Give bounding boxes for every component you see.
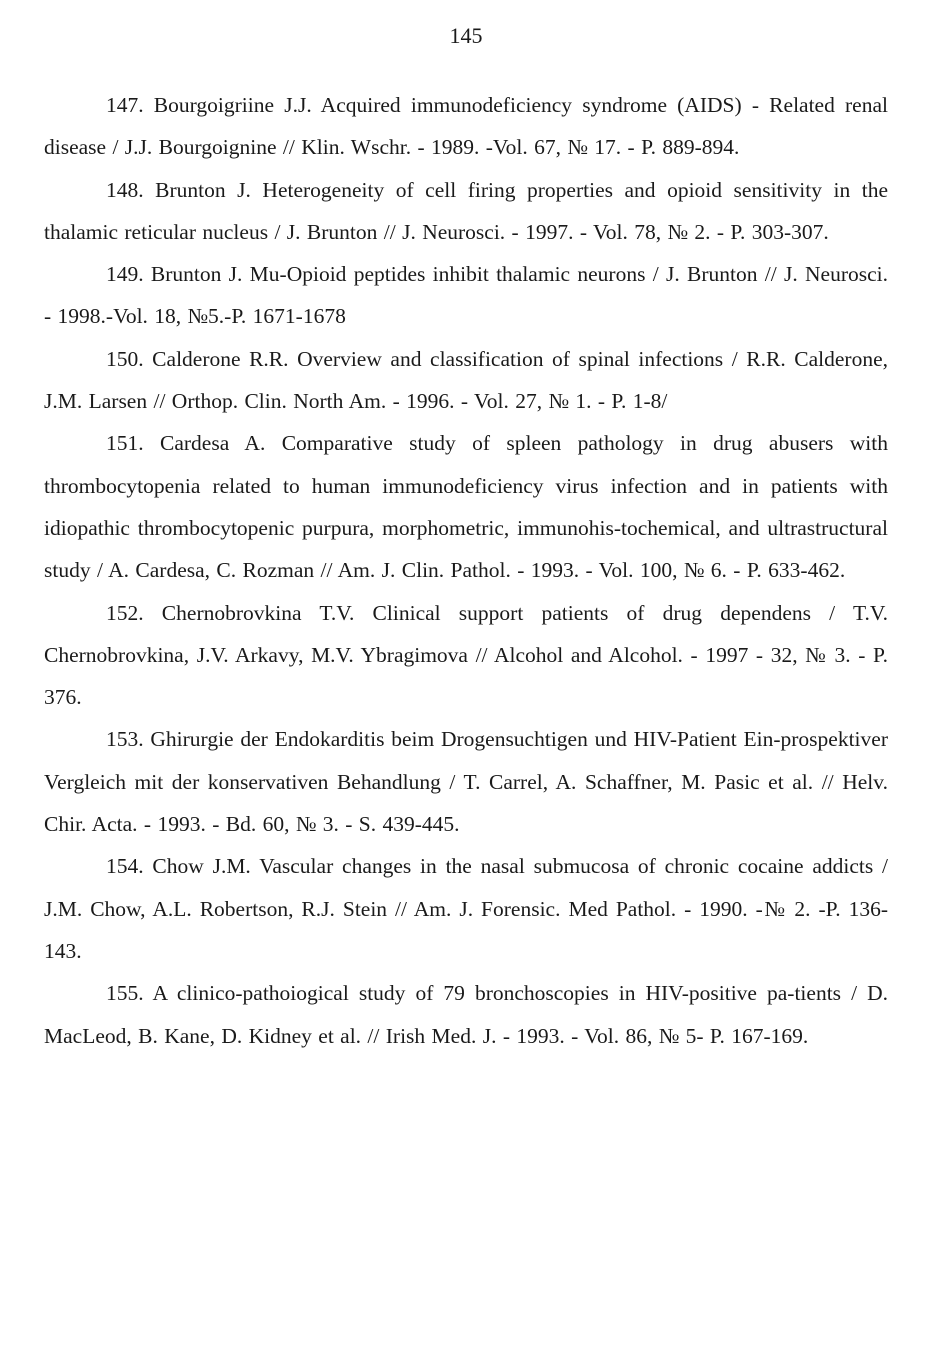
reference-item-150: 150. Calderone R.R. Overview and classification of spinal infections / R.R. Calderone, J.M. Larsen // Orthop. Clin. North Am. - 1996. - Vol. 27, № 1. - P. 1-8/	[44, 346, 888, 414]
reference-item-153: 153. Ghirurgie der Endokarditis beim Drogensuchtigen und HIV-Patient Ein-prospektiver Vergleich mit der konservativen Behandlung / T. Carrel, A. Schaffner, M. Pasic et al. // Helv. Chir. Acta. - 1993. - Bd. 60, № 3. - S. 439-445.	[44, 727, 888, 837]
page-number: 145	[449, 23, 483, 48]
reference-item-151: 151. Cardesa A. Comparative study of spleen pathology in drug abusers with thrombocytopenia related to human immunodeficiency virus infection and in patients with idiopathic thrombocytopenic purpura, morphometric, immunohis-tochemical, and ultrastructural study / A. Cardesa, C. Rozman // Am. J. Clin. Pathol. - 1993. - Vol. 100, № 6. - P. 633-462.	[44, 431, 888, 583]
reference-item-152: 152. Chernobrovkina T.V. Clinical support patients of drug dependens / T.V. Chernobrovkina, J.V. Arkavy, M.V. Ybragimova // Alcohol and Alcohol. - 1997 - 32, № 3. - P. 376.	[44, 600, 888, 710]
reference-item-148: 148. Brunton J. Heterogeneity of cell firing properties and opioid sensitivity in the thalamic reticular nucleus / J. Brunton // J. Neurosci. - 1997. - Vol. 78, № 2. - P. 303-307.	[44, 177, 888, 244]
reference-item-155: 155. A clinico-pathoiogical study of 79 bronchoscopies in HIV-positive pa-tients / D. MacLeod, B. Kane, D. Kidney et al. // Irish Med. J. - 1993. - Vol. 86, № 5- P. 167-169.	[44, 981, 888, 1048]
reference-item-149: 149. Brunton J. Mu-Opioid peptides inhibit thalamic neurons / J. Brunton // J. Neurosci. - 1998.-Vol. 18, №5.-P. 1671-1678	[44, 262, 888, 329]
reference-item-154: 154. Chow J.M. Vascular changes in the nasal submucosa of chronic cocaine addicts / J.M. Chow, A.L. Robertson, R.J. Stein // Am. J. Forensic. Med Pathol. - 1990. -№ 2. -P. 136-143.	[44, 854, 888, 963]
reference-list	[44, 84, 888, 1057]
reference-item-147: 147. Bourgoigriine J.J. Acquired immunodeficiency syndrome (AIDS) - Related renal disease / J.J. Bourgoignine // Klin. Wschr. - 1989. -Vol. 67, № 17. - P. 889-894.	[44, 93, 888, 160]
